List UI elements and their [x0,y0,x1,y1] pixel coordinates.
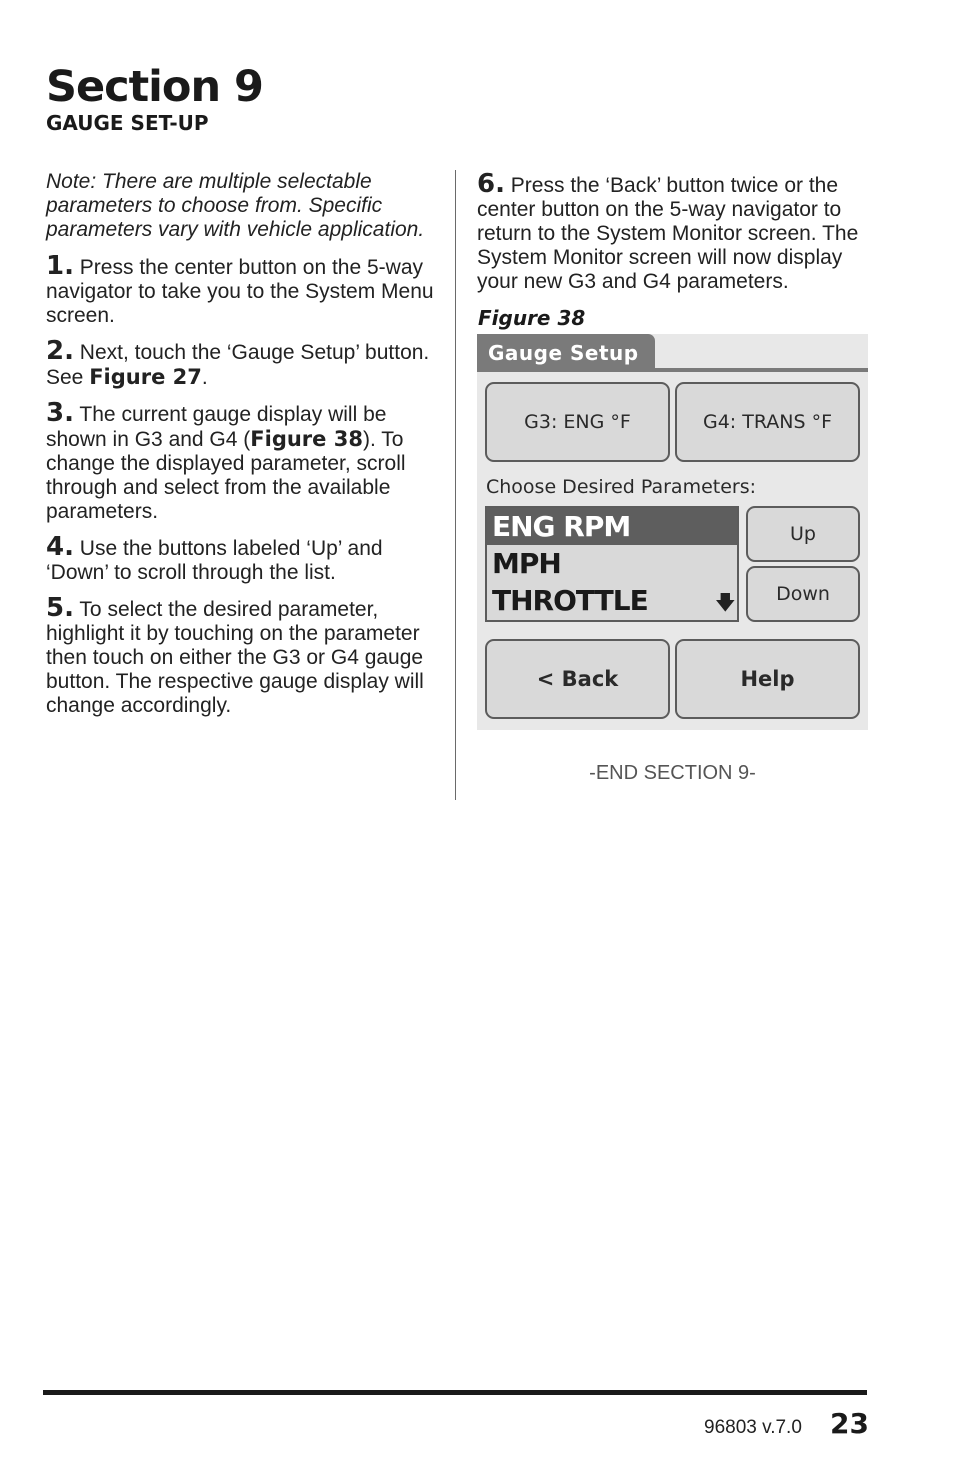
page-number: 23 [830,1407,869,1440]
step-number: 2. [46,336,74,366]
right-column [477,169,872,305]
section-subtitle: GAUGE SET-UP [46,111,209,135]
step-text: ). To change the displayed parameter, scroll through and select from the available parameters. [46,428,406,523]
parameter-item[interactable]: THROTTLE [492,584,648,617]
figure-reference: Figure 38 [250,427,363,451]
step-1 [46,251,438,328]
end-section-text: -END SECTION 9- [589,762,756,784]
up-button[interactable]: Up [746,506,860,562]
g4-gauge-button[interactable]: G4: TRANS °F [675,382,860,462]
column-divider [455,170,456,800]
scroll-down-arrow-icon: 🡇 [715,590,736,614]
step-3 [46,398,438,524]
footer-rule [43,1390,867,1395]
gauge-setup-screenshot [477,334,868,730]
screen-title: Gauge Setup [488,341,639,365]
parameter-item-selected[interactable]: ENG RPM [487,508,737,545]
g3-gauge-button[interactable]: G3: ENG °F [485,382,670,462]
section-title: Section 9 [46,62,263,112]
step-number: 3. [46,398,74,428]
step-number: 1. [46,251,74,281]
choose-parameters-label: Choose Desired Parameters: [486,476,757,498]
parameter-list[interactable] [485,506,739,622]
step-text: Next, touch the ‘Gauge Setup’ button. See [46,341,430,389]
document-version: 96803 v.7.0 [704,1417,802,1438]
down-button[interactable]: Down [746,566,860,622]
step-text: To select the desired parameter, highlight it by touching on the parameter then touch on either the G3 or G4 gauge button. The respective gauge display will change accordingly. [46,598,424,717]
title-tab [477,334,655,372]
step-text: Press the ‘Back’ button twice or the center button on the 5-way navigator to return to the System Monitor screen. The System Monitor screen will now display your new G3 and G4 parameters. [477,174,859,293]
back-button[interactable]: < Back [485,639,670,719]
step-text: . [201,366,208,389]
step-2 [46,336,438,390]
left-column [46,170,438,729]
step-5 [46,593,438,718]
step-6 [477,169,872,294]
step-text: Use the buttons labeled ‘Up’ and ‘Down’ to scroll through the list. [46,537,383,584]
step-text: The current gauge display will be shown in G3 and G4 ( [46,403,387,451]
step-number: 4. [46,532,74,562]
parameter-item[interactable]: MPH [492,547,561,580]
help-button[interactable]: Help [675,639,860,719]
step-number: 5. [46,593,74,623]
step-number: 6. [477,169,505,199]
note-text: Note: There are multiple selectable parameters to choose from. Specific parameters vary with vehicle application. [46,170,425,241]
step-4 [46,532,438,585]
step-text: Press the center button on the 5-way navigator to take you to the System Menu screen. [46,256,434,327]
figure-reference: Figure 27 [89,365,202,389]
figure-caption: Figure 38 [478,306,586,330]
